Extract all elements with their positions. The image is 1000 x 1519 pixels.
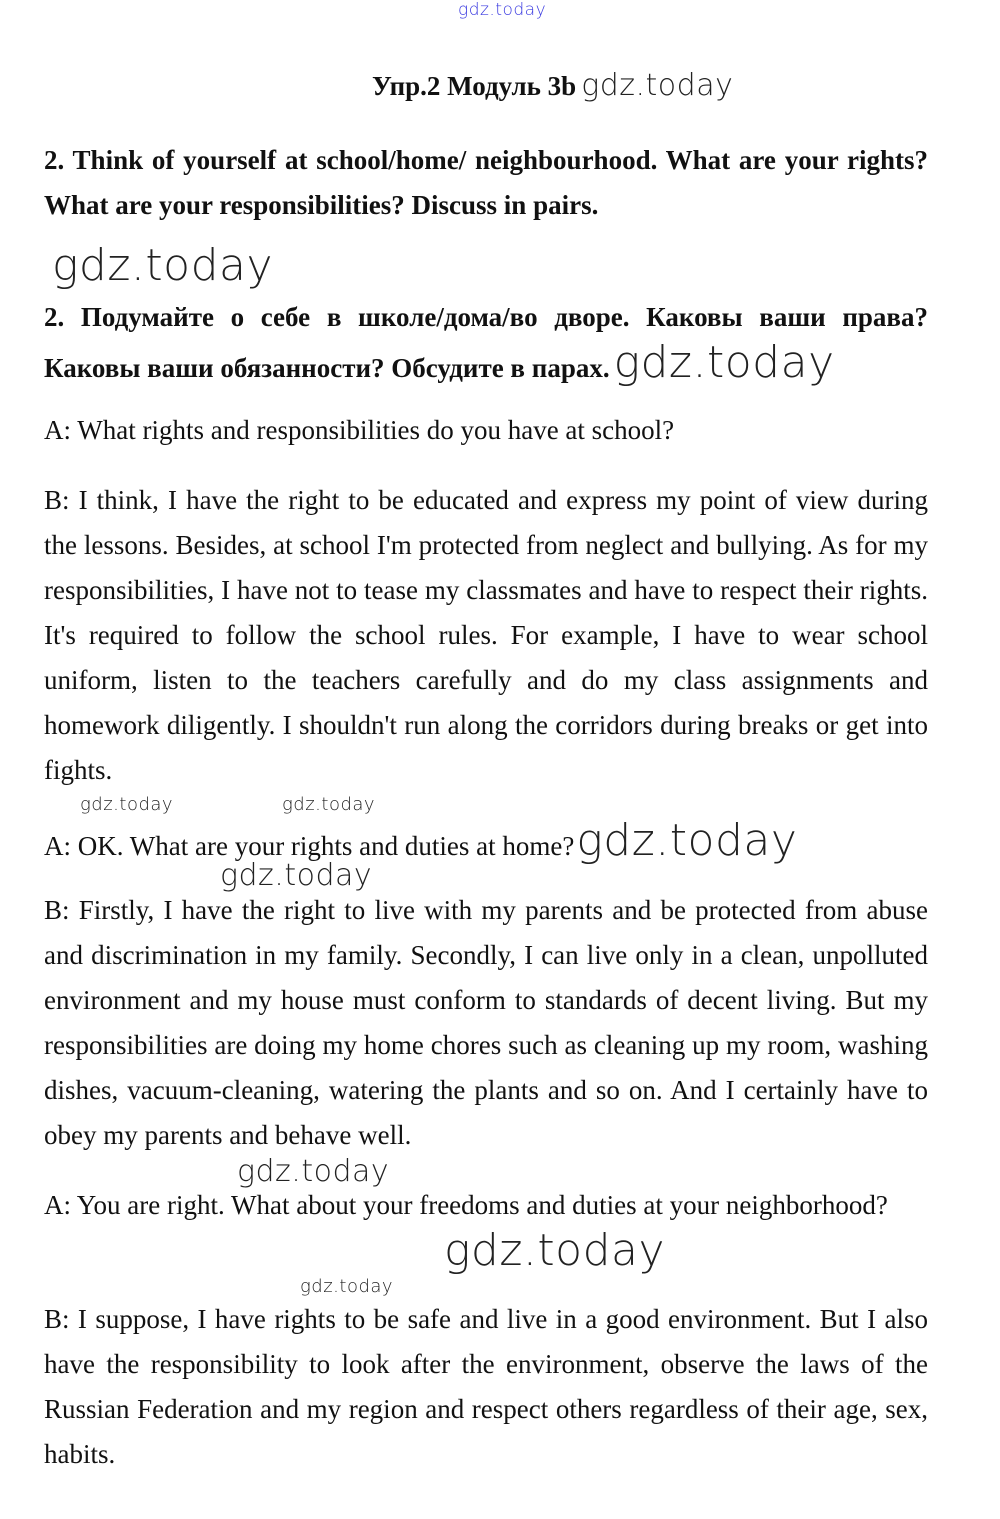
watermark: gdz.today xyxy=(300,1276,394,1297)
watermark: gdz.today xyxy=(576,815,798,866)
watermark: gdz.today xyxy=(613,337,835,388)
dialogue-line-block xyxy=(44,1183,928,1279)
dialogue-line: B: Firstly, I have the right to live with my parents and be protected from abuse and discrimination in my family. Secondly, I can live only in a clean, unpolluted environment and my house must conform to standards of decent living. But my responsibilities are doing my home chores such as cleaning up my room, washing dishes, vacuum-cleaning, watering the plants and so on. And I certainly have to obey my parents and behave well. xyxy=(44,895,928,1150)
watermark: gdz.today xyxy=(52,240,274,291)
dialogue-line: A: You are right. What about your freedoms and duties at your neighborhood? xyxy=(44,1190,888,1220)
task-russian-block xyxy=(44,295,928,391)
dialogue-line-block xyxy=(44,815,798,869)
dialogue-line: B: I think, I have the right to be educated and express my point of view during the lessons. Besides, at school I'm protected from neglect and bullying. As for my responsibilities, I have not to tease my classmates and have to respect their rights. It's required to follow the school rules. For example, I have to wear school uniform, listen to the teachers carefully and do my class assignments and homework diligently. I shouldn't run along the corridors during breaks or get into fights. xyxy=(44,485,928,785)
watermark: gdz.today xyxy=(444,1225,666,1276)
watermark: gdz.today xyxy=(458,0,547,20)
watermark: gdz.today xyxy=(220,858,373,893)
watermark: gdz.today xyxy=(282,794,376,815)
dialogue-line: A: What rights and responsibilities do you have at school? xyxy=(44,415,675,445)
task-english: 2. Think of yourself at school/home/ neighbourhood. What are your rights? What are your responsibilities? Discuss in pairs. xyxy=(44,145,928,220)
dialogue-line: B: I suppose, I have rights to be safe and live in a good environment. But I also have the responsibility to look after the environment, observe the laws of the Russian Federation and my region and respect others regardless of their age, sex, habits. xyxy=(44,1304,928,1469)
task-russian: 2. Подумайте о себе в школе/дома/во дворе. Каковы ваши права? Каковы ваши обязанности? Обсудите в парах. xyxy=(44,302,928,383)
dialogue-line: A: OK. What are your rights and duties at home? xyxy=(44,831,575,861)
page-heading: Упр.2 Модуль 3b xyxy=(372,71,577,101)
page-heading-line xyxy=(372,63,733,109)
watermark: gdz.today xyxy=(581,68,734,103)
watermark: gdz.today xyxy=(80,794,174,815)
watermark: gdz.today xyxy=(237,1154,390,1189)
